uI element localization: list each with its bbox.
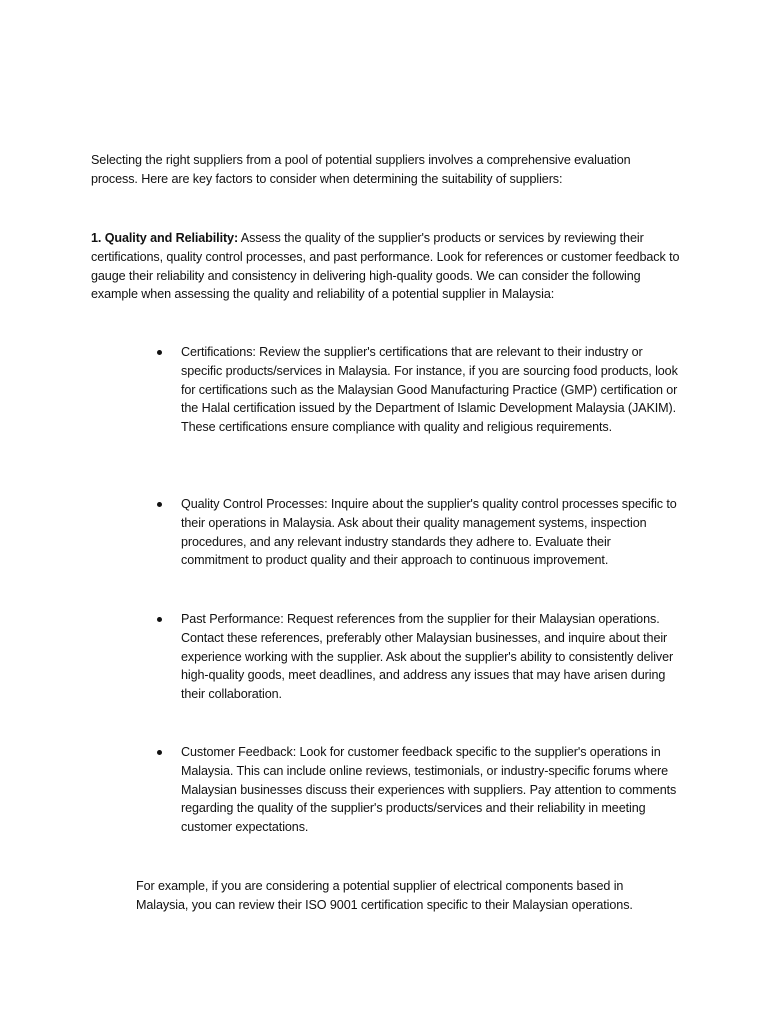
bullet-text: Quality Control Processes: Inquire about the supplier's quality control processes specific to their operations in Malaysia. Ask about their quality management systems, inspection procedures, and any relevant industry standards they adhere to. Evaluate their commitment to product quality and their approach to continuous improvement. — [181, 497, 677, 568]
bullet-text: Customer Feedback: Look for customer feedback specific to the supplier's operations in Malaysia. This can include online reviews, testimonials, or industry-specific forums where Malaysian businesses discuss their experiences with suppliers. Pay attention to comments regarding the quality of the supplier's products/services and their reliability in meeting customer expectations. — [181, 745, 677, 835]
bullet-icon — [157, 750, 162, 755]
example-paragraph: For example, if you are considering a potential supplier of electrical components based in Malaysia, you can review their ISO 9001 certification specific to their Malaysian operations. — [136, 879, 633, 912]
section-quality-reliability — [91, 229, 681, 304]
bullet-icon — [157, 617, 162, 622]
section-heading: 1. Quality and Reliability: — [91, 231, 239, 245]
section-body: Assess the quality of the supplier's products or services by reviewing their certifications, quality control processes, and past performance. Look for references or customer feedback to gauge their reliability and consistency in delivering high-quality goods. We can consider the following example when assessing the quality and reliability of a potential supplier in Malaysia: — [91, 231, 680, 302]
bullet-text: Certifications: Review the supplier's certifications that are relevant to their industry or specific products/services in Malaysia. For instance, if you are sourcing food products, look for certifications such as the Malaysian Good Manufacturing Practice (GMP) certification or the Halal certification issued by the Department of Islamic Development Malaysia (JAKIM). These certifications ensure compliance with quality and religious requirements. — [181, 345, 678, 435]
intro-paragraph: Selecting the right suppliers from a pool of potential suppliers involves a comprehensive evaluation process. Here are key factors to consider when determining the suitability of suppliers: — [91, 153, 631, 186]
bullet-icon — [157, 502, 162, 507]
bullet-icon — [157, 350, 162, 355]
bullet-text: Past Performance: Request references from the supplier for their Malaysian operations. Contact these references, preferably other Malaysian businesses, and inquire about their experience working with the supplier. Ask about the supplier's ability to consistently deliver high-quality goods, meet deadlines, and address any issues that may have arisen during their collaboration. — [181, 612, 674, 702]
